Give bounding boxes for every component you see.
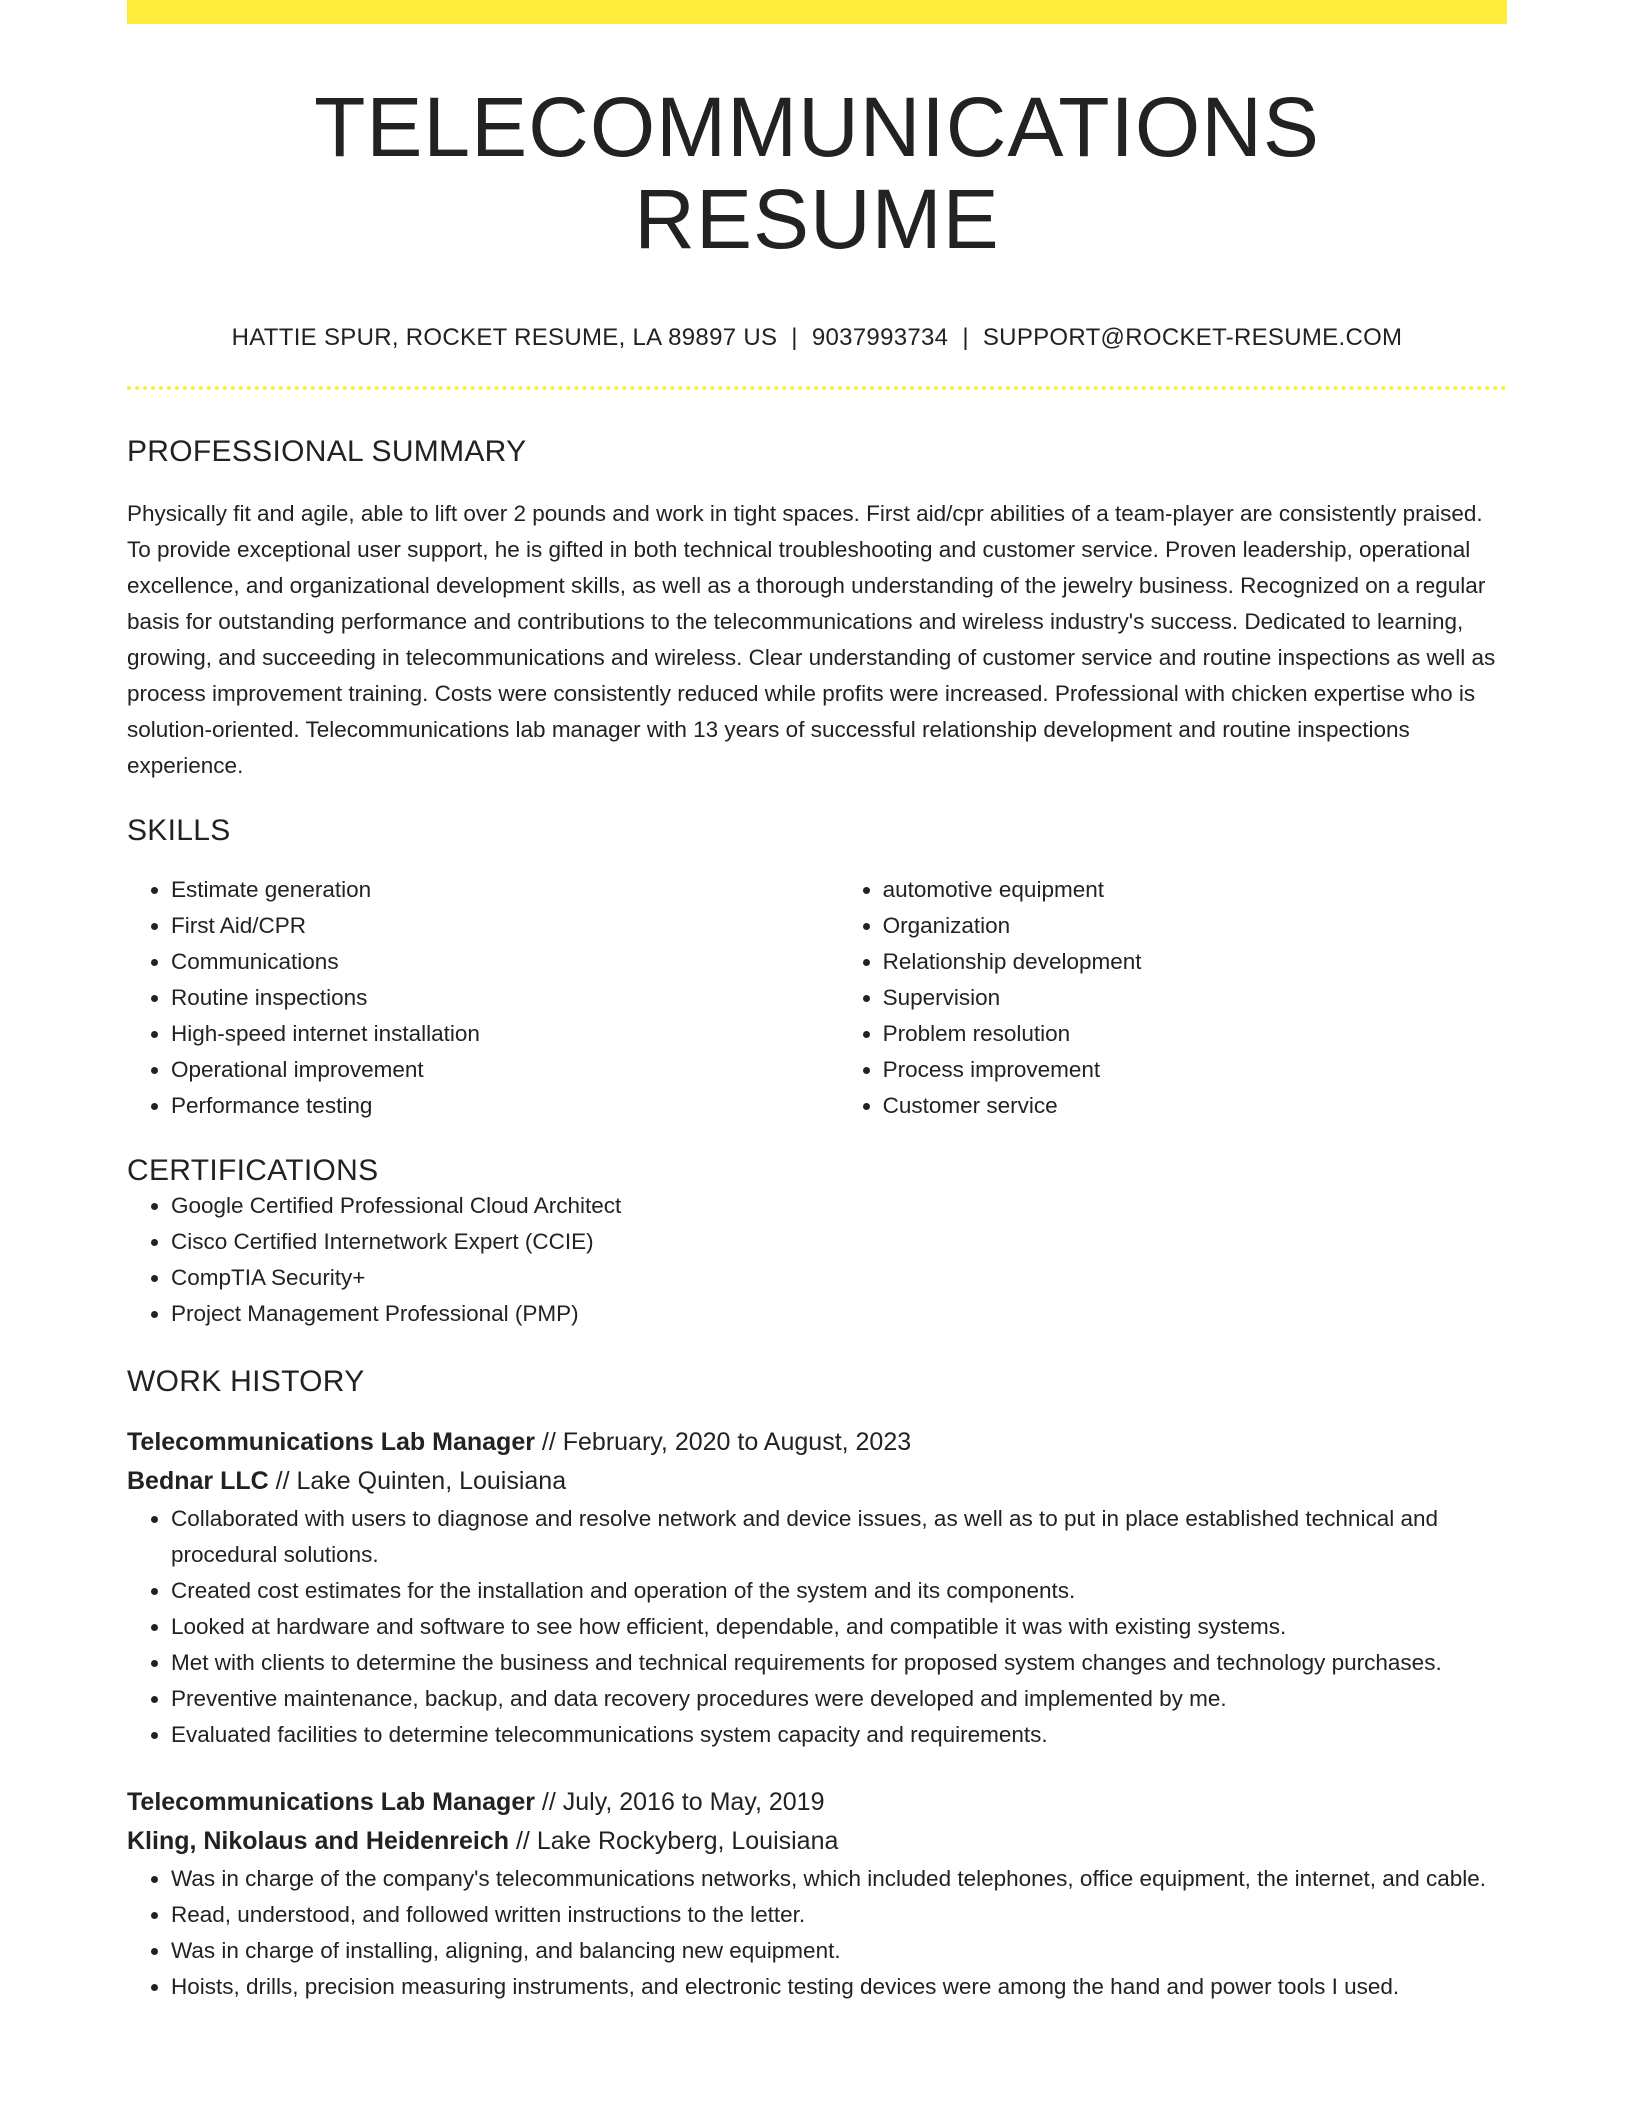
contact-line	[127, 324, 1507, 352]
certification-item: • Google Certified Professional Cloud Architect	[171, 1188, 1507, 1224]
skill-item: • Routine inspections	[171, 980, 839, 1016]
job-title: Telecommunications Lab Manager	[127, 1787, 535, 1816]
skill-item: • Customer service	[883, 1088, 1507, 1124]
resume-title: TELECOMMUNICATIONS RESUME	[314, 80, 1320, 267]
job-duty: • Hoists, drills, precision measuring instruments, and electronic testing devices were among the hand and power tools I used.	[171, 1969, 1507, 2005]
job-entry	[127, 1423, 1507, 1501]
skills-left-list	[127, 872, 839, 1124]
skill-item: • Estimate generation	[171, 872, 839, 908]
skill-item: • Relationship development	[883, 944, 1507, 980]
contact-address: HATTIE SPUR, ROCKET RESUME, LA 89897 US	[231, 323, 778, 351]
job-duty: • Collaborated with users to diagnose and resolve network and device issues, as well as to put in place established technical and procedural solutions.	[171, 1501, 1507, 1573]
job-duty: • Read, understood, and followed written instructions to the letter.	[171, 1897, 1507, 1933]
contact-phone: 9037993734	[811, 323, 949, 351]
skills-right-list	[839, 872, 1507, 1124]
job-company-line	[127, 1822, 1507, 1861]
certifications-heading: CERTIFICATIONS	[127, 1153, 379, 1187]
job-location: // Lake Rockyberg, Louisiana	[509, 1826, 839, 1855]
dotted-divider	[127, 386, 1507, 390]
job-dates: // July, 2016 to May, 2019	[534, 1787, 825, 1816]
job-duty: • Preventive maintenance, backup, and data recovery procedures were developed and implemented by me.	[171, 1681, 1507, 1717]
skills-heading: SKILLS	[127, 813, 231, 847]
accent-bar	[127, 0, 1507, 24]
skill-item: • Performance testing	[171, 1088, 839, 1124]
skill-item: • Operational improvement	[171, 1052, 839, 1088]
work-history-heading: WORK HISTORY	[127, 1364, 365, 1398]
job-duty: • Created cost estimates for the installation and operation of the system and its components.	[171, 1573, 1507, 1609]
job-dates: // February, 2020 to August, 2023	[534, 1427, 912, 1456]
certification-item: • Project Management Professional (PMP)	[171, 1296, 1507, 1332]
job-location: // Lake Quinten, Louisiana	[268, 1466, 567, 1495]
job-title-line	[127, 1423, 1507, 1462]
job-title-line	[127, 1783, 1507, 1822]
certification-item: • Cisco Certified Internetwork Expert (CCIE)	[171, 1224, 1507, 1260]
job-title: Telecommunications Lab Manager	[127, 1427, 535, 1456]
job-duty: • Was in charge of installing, aligning, and balancing new equipment.	[171, 1933, 1507, 1969]
skill-item: • First Aid/CPR	[171, 908, 839, 944]
job-company: Bednar LLC	[127, 1466, 269, 1495]
contact-email: SUPPORT@ROCKET-RESUME.COM	[982, 323, 1403, 351]
job-entry	[127, 1783, 1507, 1861]
job-duties-list	[127, 1861, 1507, 2005]
summary-heading: PROFESSIONAL SUMMARY	[127, 434, 527, 468]
job-duty: • Was in charge of the company's telecommunications networks, which included telephones, office equipment, the internet, and cable.	[171, 1861, 1507, 1897]
certifications-list	[127, 1188, 1507, 1332]
summary-text: Physically fit and agile, able to lift over 2 pounds and work in tight spaces. First aid/cpr abilities of a team-player are consistently praised. To provide exceptional user support, he is gifted in both technical troubleshooting and customer service. Proven leadership, operational excellence, and organizational development skills, as well as a thorough understanding of the jewelry business. Recognized on a regular basis for outstanding performance and contributions to the telecommunications and wireless industry's success. Dedicated to learning, growing, and succeeding in telecommunications and wireless. Clear understanding of customer service and routine inspections as well as process improvement training. Costs were consistently reduced while profits were increased. Professional with chicken expertise who is solution-oriented. Telecommunications lab manager with 13 years of successful relationship development and routine inspections experience.	[127, 500, 1496, 778]
job-duty: • Evaluated facilities to determine telecommunications system capacity and requirements.	[171, 1717, 1507, 1753]
job-duties-list	[127, 1501, 1507, 1753]
job-duty: • Met with clients to determine the business and technical requirements for proposed system changes and technology purchases.	[171, 1645, 1507, 1681]
contact-separator: |	[962, 323, 969, 351]
skill-item: • Process improvement	[883, 1052, 1507, 1088]
resume-page	[127, 0, 1507, 2005]
skills-grid	[127, 872, 1507, 1124]
skill-item: • Problem resolution	[883, 1016, 1507, 1052]
skill-item: • Communications	[171, 944, 839, 980]
certification-item: • CompTIA Security+	[171, 1260, 1507, 1296]
job-duty: • Looked at hardware and software to see how efficient, dependable, and compatible it was with existing systems.	[171, 1609, 1507, 1645]
skill-item: • Supervision	[883, 980, 1507, 1016]
skill-item: • High-speed internet installation	[171, 1016, 839, 1052]
job-company-line	[127, 1462, 1507, 1501]
contact-separator: |	[791, 323, 798, 351]
skill-item: • automotive equipment	[883, 872, 1507, 908]
job-company: Kling, Nikolaus and Heidenreich	[127, 1826, 510, 1855]
skill-item: • Organization	[883, 908, 1507, 944]
